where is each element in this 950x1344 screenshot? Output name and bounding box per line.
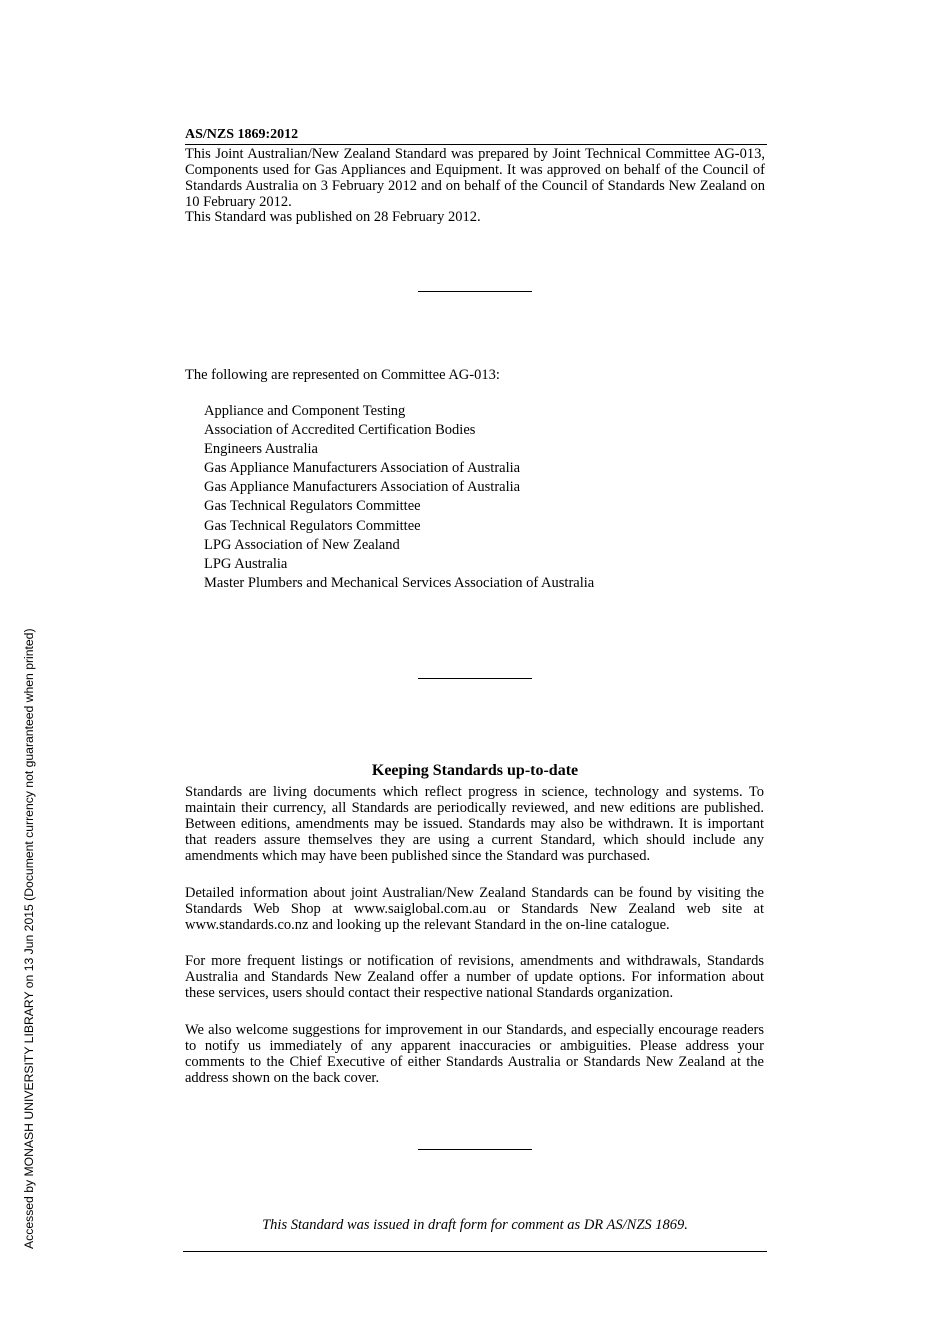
footer-rule xyxy=(183,1251,767,1252)
standard-number: AS/NZS 1869:2012 xyxy=(185,127,299,142)
body-paragraph: Detailed information about joint Australian/New Zealand Standards can be found by visiting the Standards Web Shop at www.saiglobal.com.au or Standards New Zealand web site at www.standards.co.nz and looking up the relevant Standard in the on-line catalogue. xyxy=(185,885,764,933)
body-paragraph: Standards are living documents which reflect progress in science, technology and systems. To maintain their currency, all Standards are periodically reviewed, and new editions are published. Between editions, amendments may be issued. Standards may also be withdrawn. It is important that readers assure themselves they are using a current Standard, which should include any amendments which may have been published since the Standard was purchased. xyxy=(185,784,764,864)
header-rule xyxy=(185,144,767,145)
committee-member: Gas Technical Regulators Committee xyxy=(204,498,421,515)
committee-member: Engineers Australia xyxy=(204,441,318,458)
committee-member: LPG Association of New Zealand xyxy=(204,536,400,553)
access-stamp: Accessed by MONASH UNIVERSITY LIBRARY on 13 Jun 2015 (Document currency not guaranteed when printed) xyxy=(22,628,36,1249)
section-divider xyxy=(418,678,532,679)
committee-member: Gas Technical Regulators Committee xyxy=(204,517,421,534)
body-paragraph: We also welcome suggestions for improvement in our Standards, and especially encourage readers to notify us immediately of any apparent inaccuracies or ambiguities. Please address your comments to the Chief Executive of either Standards Australia or Standards New Zealand at the address shown on the back cover. xyxy=(185,1022,764,1086)
body-paragraph: For more frequent listings or notification of revisions, amendments and withdrawals, Standards Australia and Standards New Zealand offer a number of update options. For information about these services, users should contact their respective national Standards organization. xyxy=(185,953,764,1001)
committee-member: Appliance and Component Testing xyxy=(204,403,406,419)
committee-member: Association of Accredited Certification Bodies xyxy=(204,422,476,439)
publication-date-line: This Standard was published on 28 February 2012. xyxy=(185,209,481,225)
committee-member: Master Plumbers and Mechanical Services Association of Australia xyxy=(204,574,595,591)
committee-intro: The following are represented on Committee AG-013: xyxy=(185,367,500,383)
section-divider xyxy=(418,291,532,292)
committee-member-list xyxy=(204,402,594,593)
section-divider xyxy=(418,1149,532,1150)
committee-member: LPG Australia xyxy=(204,555,288,572)
draft-note: This Standard was issued in draft form for comment as DR AS/NZS 1869. xyxy=(262,1217,688,1233)
preparation-paragraph: This Joint Australian/New Zealand Standard was prepared by Joint Technical Committee AG-013, Components used for Gas Appliances and Equipment. It was approved on behalf of the Council of Standards Australia on 3 February 2012 and on behalf of the Council of Standards New Zealand on 10 February 2012. xyxy=(185,146,765,210)
committee-member: Gas Appliance Manufacturers Association of Australia xyxy=(204,460,521,477)
section-heading: Keeping Standards up-to-date xyxy=(371,762,579,779)
committee-member: Gas Appliance Manufacturers Association of Australia xyxy=(204,479,521,496)
